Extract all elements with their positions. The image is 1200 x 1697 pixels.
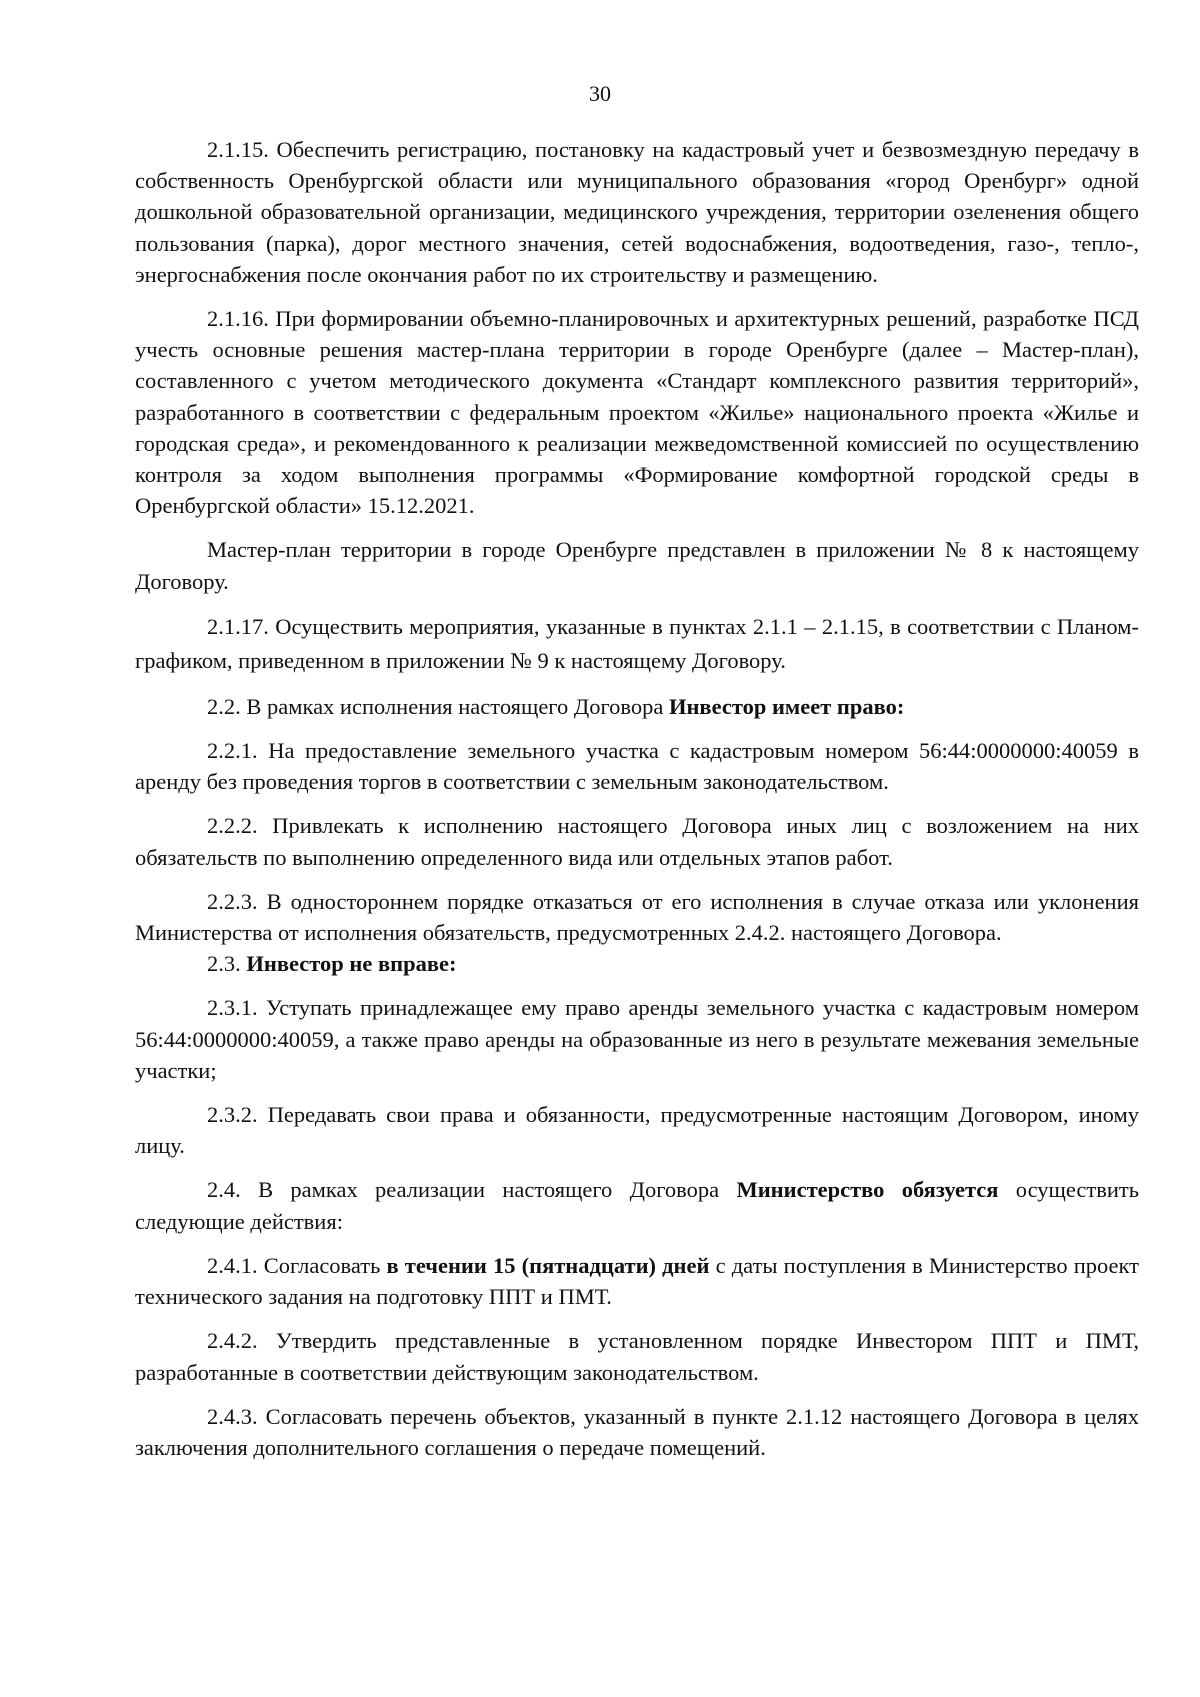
clause-2-4-3: 2.4.3. Согласовать перечень объектов, указанный в пункте 2.1.12 настоящего Договора в целях заключения дополнительного соглашения о передаче помещений. <box>135 1403 1139 1460</box>
clause-2-3-text: 2.3. <box>207 951 247 977</box>
document-body <box>135 134 1139 1463</box>
clause-2-2-2: 2.2.2. Привлекать к исполнению настоящего Договора иных лиц с возложением на них обязательств по выполнению определенного вида или отдельных этапов работ. <box>135 813 1139 870</box>
clause-2-3-2: 2.3.2. Передавать свои права и обязанности, предусмотренные настоящим Договором, иному лицу. <box>135 1102 1139 1159</box>
clause-2-1-15: 2.1.15. Обеспечить регистрацию, постановку на кадастровый учет и безвозмездную передачу в собственность Оренбургской области или муниципального образования «город Оренбург» одной дошкольной образовательной организации, медицинского учреждения, территории озеленения общего пользования (парка), дорог местного значения, сетей водоснабжения, водоотведения, газо-, тепло-, энергоснабжения после окончания работ по их строительству и размещению. <box>135 137 1139 287</box>
clause-2-4-2: 2.4.2. Утвердить представленные в установленном порядке Инвестором ППТ и ПМТ, разработанные в соответствии действующим законодательством. <box>135 1328 1139 1385</box>
clause-2-4-bold: Министерство обязуется <box>736 1177 999 1203</box>
clause-2-4-1 <box>135 1250 1139 1312</box>
clause-2-4-1-bold: в течении 15 (пятнадцати) дней <box>386 1252 710 1278</box>
clause-2-1-17: 2.1.17. Осуществить мероприятия, указанные в пунктах 2.1.1 – 2.1.15, в соответствии с Планом-графиком, приведенном в приложении № 9 к настоящему Договору. <box>135 613 1139 673</box>
clause-2-4-text-end: осуществить следующие действия: <box>135 1177 1139 1234</box>
clause-2-2 <box>135 691 1139 722</box>
clause-2-1-16: 2.1.16. При формировании объемно-планировочных и архитектурных решений, разработке ПСД учесть основные решения мастер-плана территории в городе Оренбурге (далее – Мастер-план), составленного с учетом методического документа «Стандарт комплексного развития территорий», разработанного в соответствии с федеральным проектом «Жилье» национального проекта «Жилье и городская среда», и рекомендованного к реализации межведомственной комиссией по осуществлению контроля за ходом выполнения программы «Формирование комфортной городской среды в Оренбургской области» 15.12.2021. <box>135 306 1139 519</box>
clause-2-4-text: 2.4. В рамках реализации настоящего Договора <box>207 1177 737 1203</box>
clause-2-2-text: 2.2. В рамках исполнения настоящего Договора <box>207 693 669 719</box>
clause-2-4 <box>135 1174 1139 1236</box>
clause-2-2-3: 2.2.3. В одностороннем порядке отказаться от его исполнения в случае отказа или уклонения Министерства от исполнения обязательств, предусмотренных 2.4.2. настоящего Договора. <box>135 888 1139 946</box>
clause-2-2-bold: Инвестор имеет право: <box>668 693 905 719</box>
clause-2-2-1: 2.2.1. На предоставление земельного участка с кадастровым номером 56:44:0000000:40059 в аренду без проведения торгов в соответствии с земельным законодательством. <box>135 738 1139 795</box>
clause-2-4-1-text-end: с даты поступления в Министерство проект технического задания на подготовку ППТ и ПМТ. <box>135 1252 1139 1310</box>
clause-2-3 <box>135 948 1139 979</box>
page-number: 30 <box>589 81 611 106</box>
master-plan-note: Мастер-план территории в городе Оренбурге представлен в приложении № 8 к настоящему Договору. <box>135 537 1139 594</box>
clause-2-3-bold: Инвестор не вправе: <box>246 951 457 977</box>
clause-2-4-1-text: 2.4.1. Согласовать <box>207 1252 387 1278</box>
clause-2-3-1: 2.3.1. Уступать принадлежащее ему право аренды земельного участка с кадастровым номером 56:44:0000000:40059, а также право аренды на образованные из него в результате межевания земельные участки; <box>135 995 1139 1083</box>
